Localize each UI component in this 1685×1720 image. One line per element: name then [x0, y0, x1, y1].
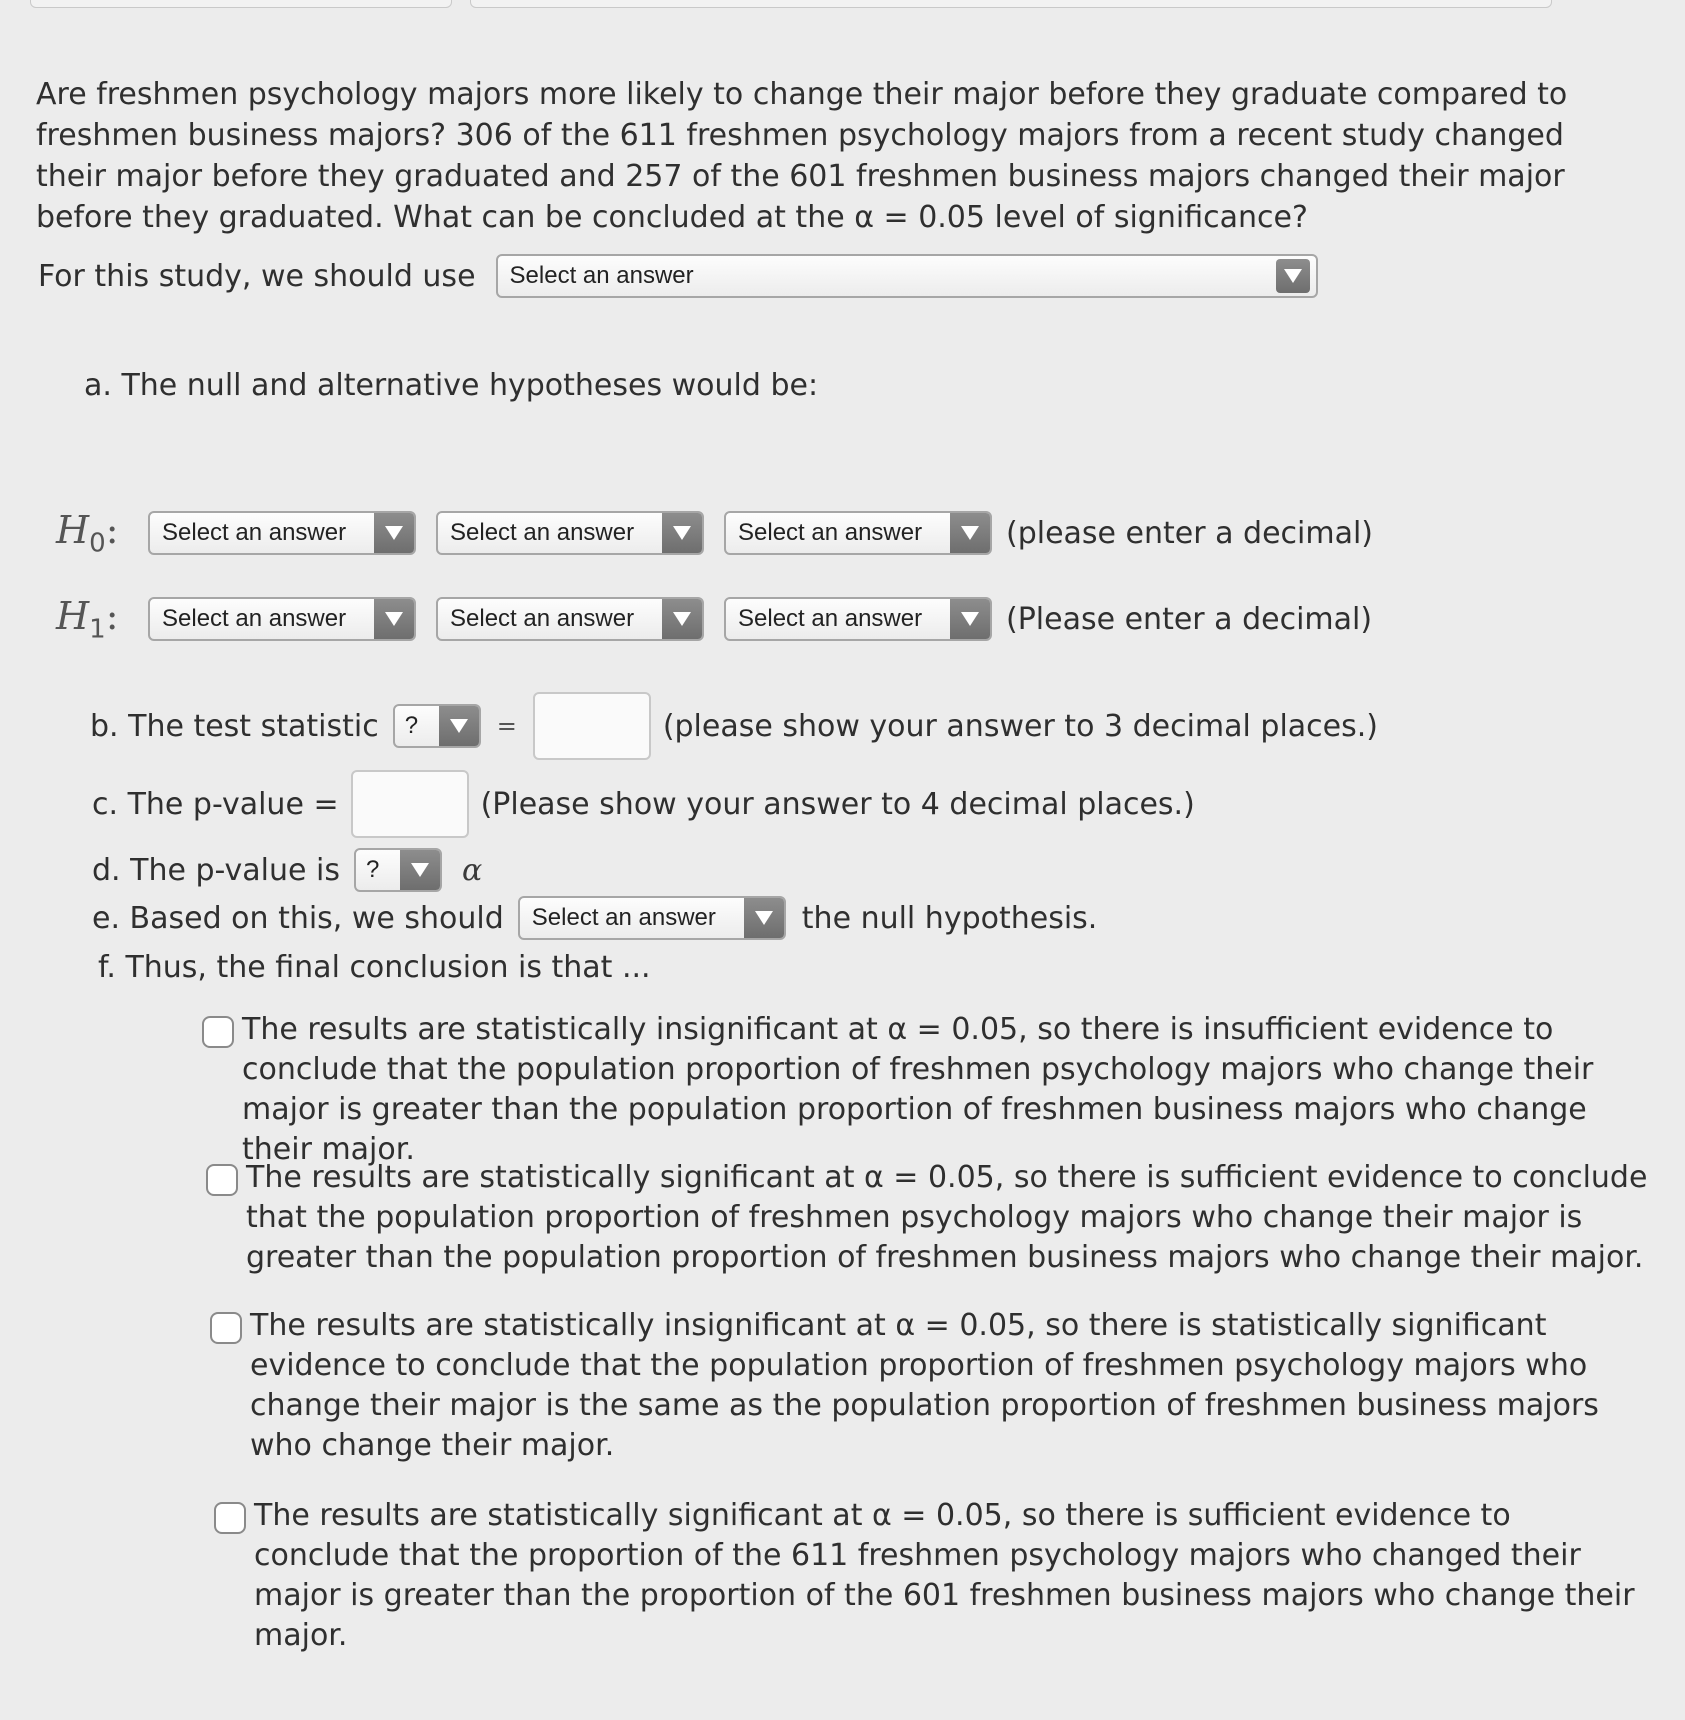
top-tab-edges [0, 0, 1685, 8]
conclusion-option[interactable] [214, 1496, 1654, 1656]
study-label: For this study, we should use [38, 258, 476, 294]
question-text: Are freshmen psychology majors more likely to change their major before they graduate compared to freshmen business majors? 306 of the 611 freshmen psychology majors from a recent study changed their major before they graduated and 257 of the 601 freshmen business majors changed their major before they graduated. What can be concluded at the α = 0.05 level of significance? [36, 77, 1568, 235]
h0-value-select[interactable]: Select an answer [724, 511, 992, 555]
h0-operator-select[interactable]: Select an answer [436, 511, 704, 555]
part-c-row [92, 770, 1195, 838]
p-value-comparison-select[interactable]: ? [354, 848, 442, 892]
chevron-down-icon [374, 599, 414, 639]
part-b-label: b. The test statistic [90, 708, 379, 744]
part-b-row [90, 692, 1378, 760]
chevron-down-icon [950, 513, 990, 553]
part-d-label: d. The p-value is [92, 852, 340, 888]
h1-row [56, 594, 1372, 645]
checkbox[interactable] [202, 1016, 234, 1048]
p-value-input[interactable] [351, 770, 469, 838]
alpha-symbol: α [461, 852, 483, 888]
checkbox[interactable] [210, 1312, 242, 1344]
checkbox[interactable] [206, 1164, 238, 1196]
part-f-label: f. Thus, the final conclusion is that ... [98, 950, 651, 985]
study-type-select[interactable]: Select an answer [496, 254, 1318, 298]
chevron-down-icon [439, 706, 479, 746]
conclusion-option[interactable] [206, 1158, 1656, 1278]
conclusion-option-text: The results are statistically insignificant at α = 0.05, so there is statistically significant evidence to conclude that the population proportion of freshmen psychology majors who change their major is the same as the population proportion of freshmen business majors who change their major. [250, 1308, 1599, 1463]
checkbox[interactable] [214, 1502, 246, 1534]
chevron-down-icon [400, 850, 440, 890]
study-row [38, 254, 1318, 298]
chevron-down-icon [374, 513, 414, 553]
h1-label: $H_1$: [56, 594, 119, 645]
h0-label: $H_0$: [56, 508, 119, 559]
part-e-label: e. Based on this, we should [92, 900, 504, 936]
chevron-down-icon [662, 599, 702, 639]
chevron-down-icon [1270, 256, 1316, 296]
h1-value-select[interactable]: Select an answer [724, 597, 992, 641]
conclusion-option[interactable] [210, 1306, 1660, 1466]
conclusion-option[interactable] [202, 1010, 1652, 1170]
part-e-row [92, 896, 1097, 940]
chevron-down-icon [744, 898, 784, 938]
h0-parameter-select[interactable]: Select an answer [148, 511, 416, 555]
chevron-down-icon [950, 599, 990, 639]
h1-operator-select[interactable]: Select an answer [436, 597, 704, 641]
h1-note: (Please enter a decimal) [1006, 601, 1373, 637]
part-a-label: a. The null and alternative hypotheses would be: [84, 368, 819, 403]
h0-row [56, 508, 1373, 559]
part-c-label: c. The p-value = [92, 786, 339, 822]
part-e-suffix: the null hypothesis. [801, 900, 1098, 936]
part-c-note: (Please show your answer to 4 decimal places.) [480, 786, 1195, 822]
h0-note: (please enter a decimal) [1006, 515, 1374, 551]
part-b-note: (please show your answer to 3 decimal places.) [662, 708, 1378, 744]
conclusion-option-text: The results are statistically significant at α = 0.05, so there is sufficient evidence to conclude that the population proportion of freshmen psychology majors who change their major is greater than the population proportion of freshmen business majors who change their major. [246, 1160, 1648, 1275]
decision-select[interactable]: Select an answer [518, 896, 786, 940]
conclusion-option-text: The results are statistically insignificant at α = 0.05, so there is insufficient evidence to conclude that the population proportion of freshmen psychology majors who change their major is greater than the population proportion of freshmen business majors who change their major. [242, 1012, 1594, 1167]
test-statistic-select[interactable]: ? [393, 704, 481, 748]
h1-parameter-select[interactable]: Select an answer [148, 597, 416, 641]
chevron-down-icon [662, 513, 702, 553]
part-d-row [92, 848, 482, 892]
test-statistic-input[interactable] [533, 692, 651, 760]
equals-sign: = [496, 712, 517, 740]
conclusion-option-text: The results are statistically significant at α = 0.05, so there is sufficient evidence to conclude that the proportion of the 611 freshmen psychology majors who changed their major is greater than the proportion of the 601 freshmen business majors who change their major. [254, 1498, 1635, 1653]
